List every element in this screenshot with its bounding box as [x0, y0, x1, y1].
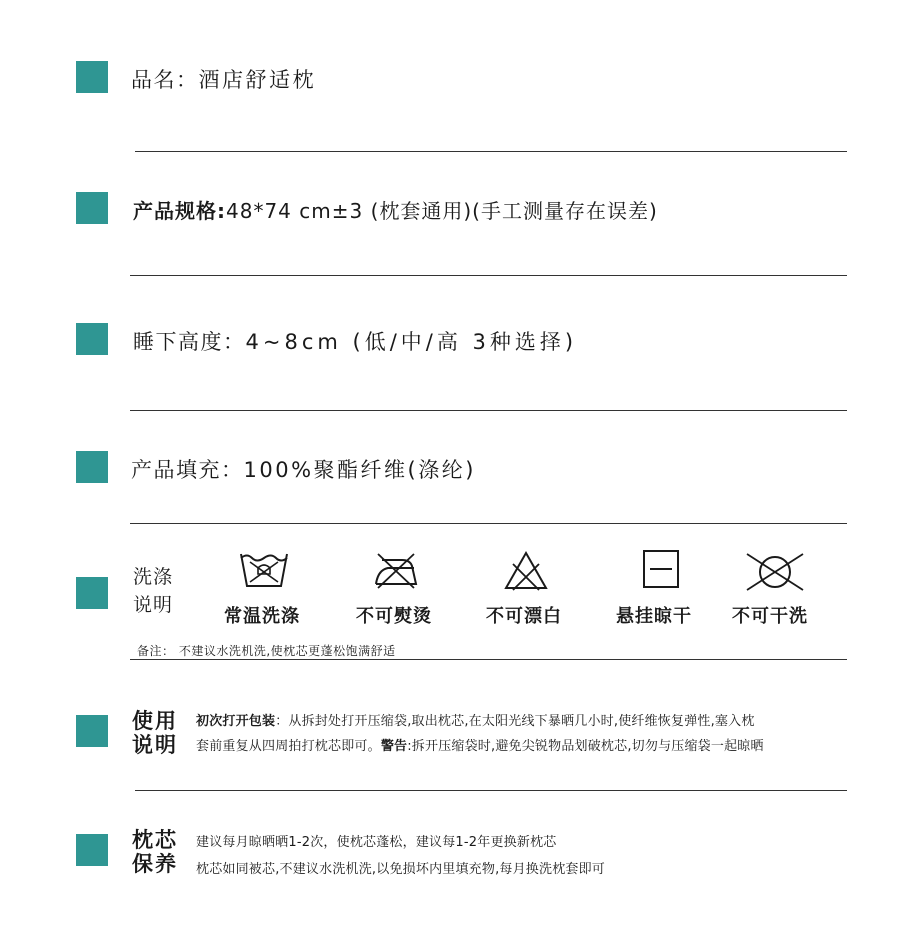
no-dry-clean-icon: [744, 552, 806, 592]
divider: [130, 410, 847, 411]
usage-title: [132, 709, 178, 757]
care-label-hang-dry: 悬挂晾干: [616, 606, 692, 627]
care-label-no-iron: 不可熨烫: [356, 606, 432, 627]
section-marker-name: [76, 61, 108, 93]
hand-wash-icon: [238, 550, 290, 590]
product-name-label: 品名：: [131, 68, 199, 92]
care-label-no-bleach: 不可漂白: [486, 606, 562, 627]
section-marker-fill: [76, 451, 108, 483]
usage-first-text-2: 套前重复从四周拍打枕芯即可。: [196, 739, 381, 754]
no-iron-icon: [372, 552, 420, 590]
usage-line-1: [196, 710, 755, 729]
care-title: [133, 563, 173, 619]
usage-first-text: ：从拆封处打开压缩袋,取出枕芯,在太阳光线下暴晒几小时,使纤维恢复弹性,塞入枕: [275, 714, 755, 729]
sleep-height: [133, 326, 577, 356]
hang-dry-icon: [642, 549, 680, 589]
maintenance-line-2: 枕芯如同被芯,不建议水洗机洗,以免损坏内里填充物,每月换洗枕套即可: [196, 862, 605, 877]
no-bleach-icon: [503, 550, 549, 592]
usage-first-label: 初次打开包装: [196, 714, 276, 729]
maintenance-title: [132, 828, 178, 876]
product-name-value: 酒店舒适枕: [198, 68, 316, 92]
divider: [130, 523, 847, 524]
maintenance-title-line2: 保养: [132, 852, 178, 876]
product-spec: [133, 195, 658, 224]
product-fill-label: 产品填充：: [131, 458, 244, 482]
maintenance-line-1: 建议每月晾晒晒1-2次，使枕芯蓬松，建议每1-2年更换新枕芯: [196, 835, 557, 850]
care-title-line2: 说明: [133, 594, 174, 616]
section-marker-spec: [76, 192, 108, 224]
divider: [130, 659, 847, 660]
usage-title-line2: 说明: [132, 733, 178, 757]
section-marker-height: [76, 323, 108, 355]
divider: [135, 790, 847, 791]
care-note: 备注： 不建议水洗机洗,使枕芯更蓬松饱满舒适: [137, 644, 396, 658]
usage-line-2: [196, 735, 764, 754]
care-label-hand-wash: 常温洗涤: [224, 606, 300, 627]
section-marker-maintenance: [76, 834, 108, 866]
product-fill: [131, 454, 476, 484]
sleep-height-label: 睡下高度：: [133, 330, 246, 354]
product-spec-value: 48*74 cm±3 (枕套通用)(手工测量存在误差): [226, 199, 658, 223]
care-label-no-dry-clean: 不可干洗: [732, 606, 808, 627]
product-name: [131, 64, 316, 94]
section-marker-usage: [76, 715, 108, 747]
product-fill-value: 100%聚酯纤维(涤纶): [243, 458, 476, 482]
usage-warning-text: :拆开压缩袋时,避免尖锐物品划破枕芯,切勿与压缩袋一起晾晒: [407, 739, 764, 754]
maintenance-title-line1: 枕芯: [132, 828, 178, 852]
divider: [135, 151, 847, 152]
divider: [130, 275, 847, 276]
care-title-line1: 洗涤: [133, 566, 174, 588]
usage-title-line1: 使用: [132, 709, 178, 733]
section-marker-care: [76, 577, 108, 609]
sleep-height-value: 4~8cm (低/中/高 3种选择): [245, 330, 578, 354]
usage-warning-label: 警告: [380, 739, 408, 754]
product-spec-label: 产品规格:: [133, 199, 226, 223]
